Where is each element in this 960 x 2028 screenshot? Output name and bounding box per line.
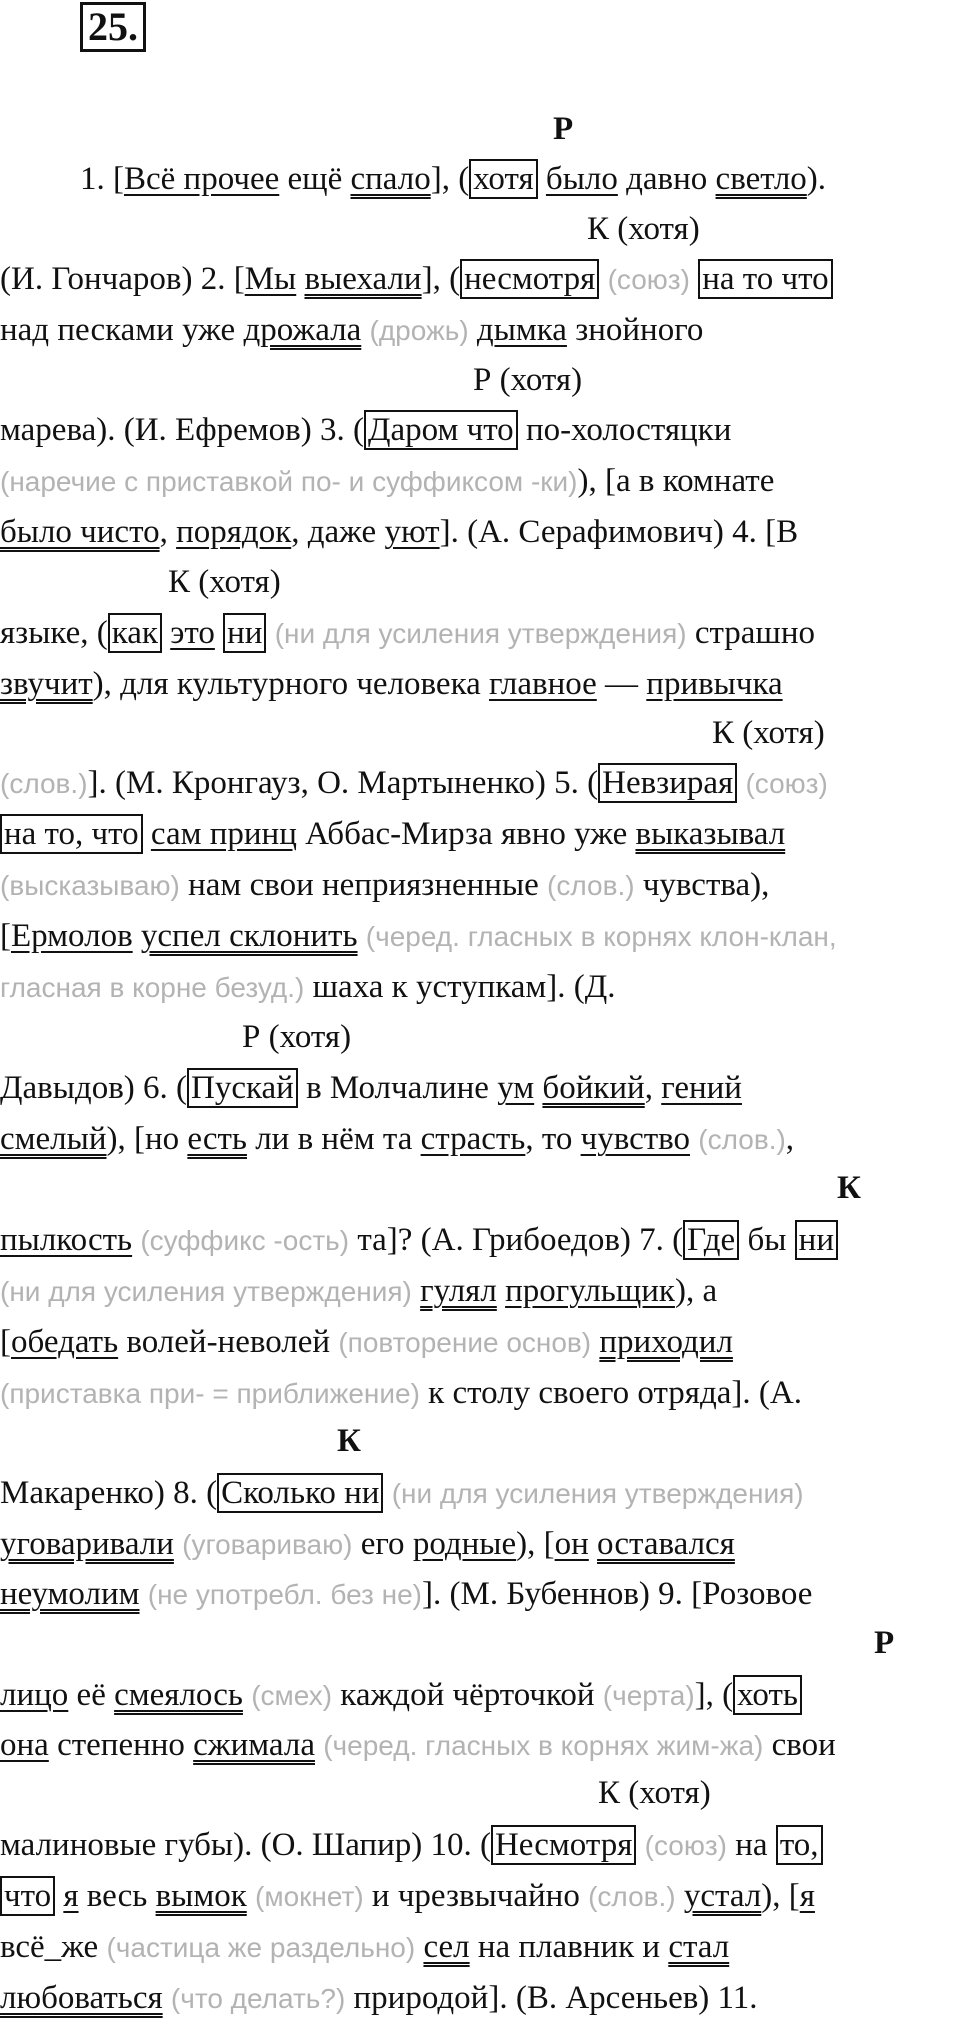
text-line: [Ермолов успел склонить (черед. гласных в корнях клон-клан, bbox=[0, 918, 837, 954]
text-line: языке, ( как это ни (ни для усиления утверждения) страшно bbox=[0, 615, 816, 651]
mark-4: К (хотя) bbox=[168, 564, 281, 600]
text-line: любоваться (что делать?) природой]. (В. Арсеньев) 11. bbox=[0, 1980, 758, 2016]
text-line: она степенно сжимала (черед. гласных в корнях жим-жа) свои bbox=[0, 1727, 836, 1763]
mark-9: Р bbox=[874, 1625, 895, 1661]
text-line: что я весь вымок (мокнет) и чрезвычайно (слов.) устал), [я bbox=[0, 1871, 960, 1922]
text-line: (ни для усиления утверждения) гулял прогульщик), а bbox=[0, 1273, 718, 1309]
text-line: гласная в корне безуд.) шаха к уступкам]. (Д. bbox=[0, 969, 616, 1005]
text-line: всё_же (частица же раздельно) сел на плавник и стал bbox=[0, 1929, 730, 1965]
text-line: (наречие с приставкой по- и суффиксом -ки)), [а в комнате bbox=[0, 463, 775, 499]
text-line: над песками уже дрожала (дрожь) дымка знойного bbox=[0, 312, 704, 348]
text-line: было чисто, порядок, даже уют]. (А. Серафимович) 4. [В bbox=[0, 514, 799, 550]
mark-1: Р bbox=[553, 111, 574, 147]
text-line: [обедать волей-неволей (повторение основ) приходил bbox=[0, 1324, 733, 1360]
text-line: Давыдов) 6. ( Пускай в Молчалине ум бойкий, гений bbox=[0, 1070, 742, 1106]
text-line: (И. Гончаров) 2. [Мы выехали], ( несмотря (союз) на то что bbox=[0, 254, 960, 305]
task-number: 25. bbox=[80, 2, 146, 52]
mark-6: Р (хотя) bbox=[242, 1019, 352, 1055]
text-line: лицо её смеялось (смех) каждой чёрточкой (черта)], ( хоть bbox=[0, 1670, 960, 1721]
text-line: марева). (И. Ефремов) 3. ( Даром что по-холостяцки bbox=[0, 412, 732, 448]
text-line: пылкость (суффикс -ость) та]? (А. Грибоедов) 7. ( Где бы ни bbox=[0, 1215, 960, 1266]
mark-7: К bbox=[837, 1170, 861, 1206]
text-line: (высказываю) нам свои неприязненные (слов.) чувства), bbox=[0, 867, 770, 903]
text-line: звучит), для культурного человека главное — привычка bbox=[0, 666, 783, 702]
mark-8: К bbox=[337, 1423, 361, 1459]
text-line: на то, что сам принц Аббас-Мирза явно уже выказывал bbox=[0, 809, 960, 859]
text-line: (приставка при- = приближение) к столу своего отряда]. (А. bbox=[0, 1375, 802, 1411]
mark-5: К (хотя) bbox=[712, 715, 825, 751]
text-line: (слов.)]. (М. Кронгауз, О. Мартыненко) 5. ( Невзирая (союз) bbox=[0, 765, 828, 801]
text-line: Макаренко) 8. ( Сколько ни (ни для усиления утверждения) bbox=[0, 1475, 804, 1511]
text-line: 1. [Всё прочее ещё спало], ( хотя было давно светло). bbox=[80, 161, 827, 197]
text-line: малиновые губы). (О. Шапир) 10. ( Несмотря (союз) на то, bbox=[0, 1820, 960, 1871]
mark-3: Р (хотя) bbox=[473, 362, 583, 398]
text-line: уговаривали (уговариваю) его родные), [он оставался bbox=[0, 1526, 735, 1562]
text-line: неумолим (не употребл. без не)]. (М. Бубеннов) 9. [Розовое bbox=[0, 1576, 813, 1612]
text-line: смелый), [но есть ли в нём та страсть, то чувство (слов.), bbox=[0, 1121, 795, 1157]
mark-10: К (хотя) bbox=[598, 1775, 711, 1811]
mark-2: К (хотя) bbox=[587, 211, 700, 247]
